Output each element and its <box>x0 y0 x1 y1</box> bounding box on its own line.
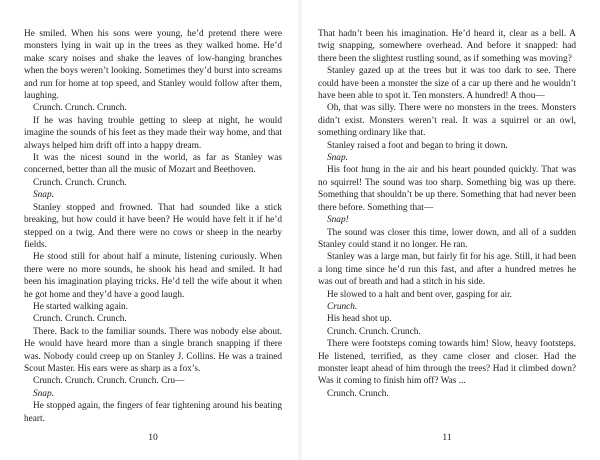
paragraph: Stanley gazed up at the trees but it was too dark to see. There could have been a monster the size of a car up there and he wouldn’t have been able to spot it. Ten monsters. A hundred! A thou— <box>318 66 576 102</box>
paragraph: Stanley stopped and frowned. That had sounded like a stick breaking, but how could it have been? He would have felt it if he’d stepped on a twig. And there were no cows or sheep in the nearby fields. <box>24 202 282 250</box>
paragraph: It was the nicest sound in the world, as far as Stanley was concerned, better than all the music of Mozart and Beethoven. <box>24 153 282 176</box>
book-gutter <box>298 0 302 460</box>
paragraph: Crunch. Crunch. Crunch. <box>33 177 127 188</box>
paragraph: Crunch. Crunch. Crunch. <box>33 103 127 114</box>
left-page <box>24 28 282 460</box>
paragraph: If he was having trouble getting to sleep at night, he would imagine the sounds of his feet as they made their way home, and that always helped him drift off into a happy dream. <box>24 115 282 151</box>
paragraph: Snap! <box>327 215 349 226</box>
paragraph: Crunch. Crunch. <box>327 388 389 399</box>
right-page <box>318 28 576 460</box>
page-number: 10 <box>148 433 158 443</box>
paragraph: Oh, that was silly. There were no monsters in the trees. Monsters didn’t exist. Monsters weren’t real. It was a squirrel or an owl, something ordinary like that. <box>318 103 576 139</box>
paragraph: Snap. <box>33 388 54 399</box>
paragraph: He smiled. When his sons were young, he’d pretend there were monsters lying in wait up in the trees as they walked home. He’d make scary noises and shake the leaves of low-hanging branches when the boys weren’t looking. Sometimes they’d burst into screams and run for home at top speed, and Stanley would follow after them, laughing. <box>24 29 282 102</box>
paragraph: Crunch. Crunch. Crunch. Crunch. Cru— <box>33 376 185 387</box>
paragraph: His head shot up. <box>327 314 392 325</box>
paragraph: He started walking again. <box>33 301 129 312</box>
paragraph: He stood still for about half a minute, listening curiously. When there were no more sounds, he shook his head and smiled. It had been his imagination playing tricks. He’d tell the wife about it when he got home and they’d have a good laugh. <box>24 252 282 300</box>
paragraph: Stanley raised a foot and began to bring it down. <box>327 140 508 151</box>
paragraph: He stopped again, the fingers of fear tightening around his beating heart. <box>24 401 282 424</box>
left-page-text <box>24 28 282 425</box>
paragraph: Stanley was a large man, but fairly fit for his age. Still, it had been a long time since he’d run this fast, and after a hundred metres he was out of breath and had a stitch in his side. <box>318 252 576 288</box>
paragraph: Crunch. Crunch. Crunch. <box>33 314 127 325</box>
paragraph: Snap. <box>327 153 348 164</box>
paragraph: That hadn’t been his imagination. He’d heard it, clear as a bell. A twig snapping, somewhere overhead. And before it snapped: had there been the slightest rustling sound, as if something was moving? <box>318 29 576 64</box>
paragraph: There were footsteps coming towards him! Slow, heavy footsteps. He listened, terrified, as they came closer and closer. Had the monster leapt ahead of him through the trees? Had it climbed down? Was it coming to finish him off? Was ... <box>318 339 576 387</box>
paragraph: His foot hung in the air and his heart pounded quickly. That was no squirrel! The sound was too sharp. Something big was up there. Something that shouldn’t be up there. Something that had never been there before. Something that— <box>318 165 576 213</box>
paragraph: Snap. <box>33 190 54 201</box>
paragraph: Crunch. Crunch. Crunch. <box>327 326 421 337</box>
paragraph: He slowed to a halt and bent over, gasping for air. <box>327 289 512 300</box>
page-number: 11 <box>442 433 452 443</box>
right-page-text <box>318 28 576 400</box>
paragraph: There. Back to the familiar sounds. There was nobody else about. He would have heard more than a single branch snapping if there was. Nobody could creep up on Stanley J. Collins. He was a trained Scout Master. His ears were as sharp as a fox’s. <box>24 326 282 374</box>
paragraph: The sound was closer this time, lower down, and all of a sudden Stanley could stand it no longer. He ran. <box>318 227 576 250</box>
paragraph: Crunch. <box>327 301 358 312</box>
